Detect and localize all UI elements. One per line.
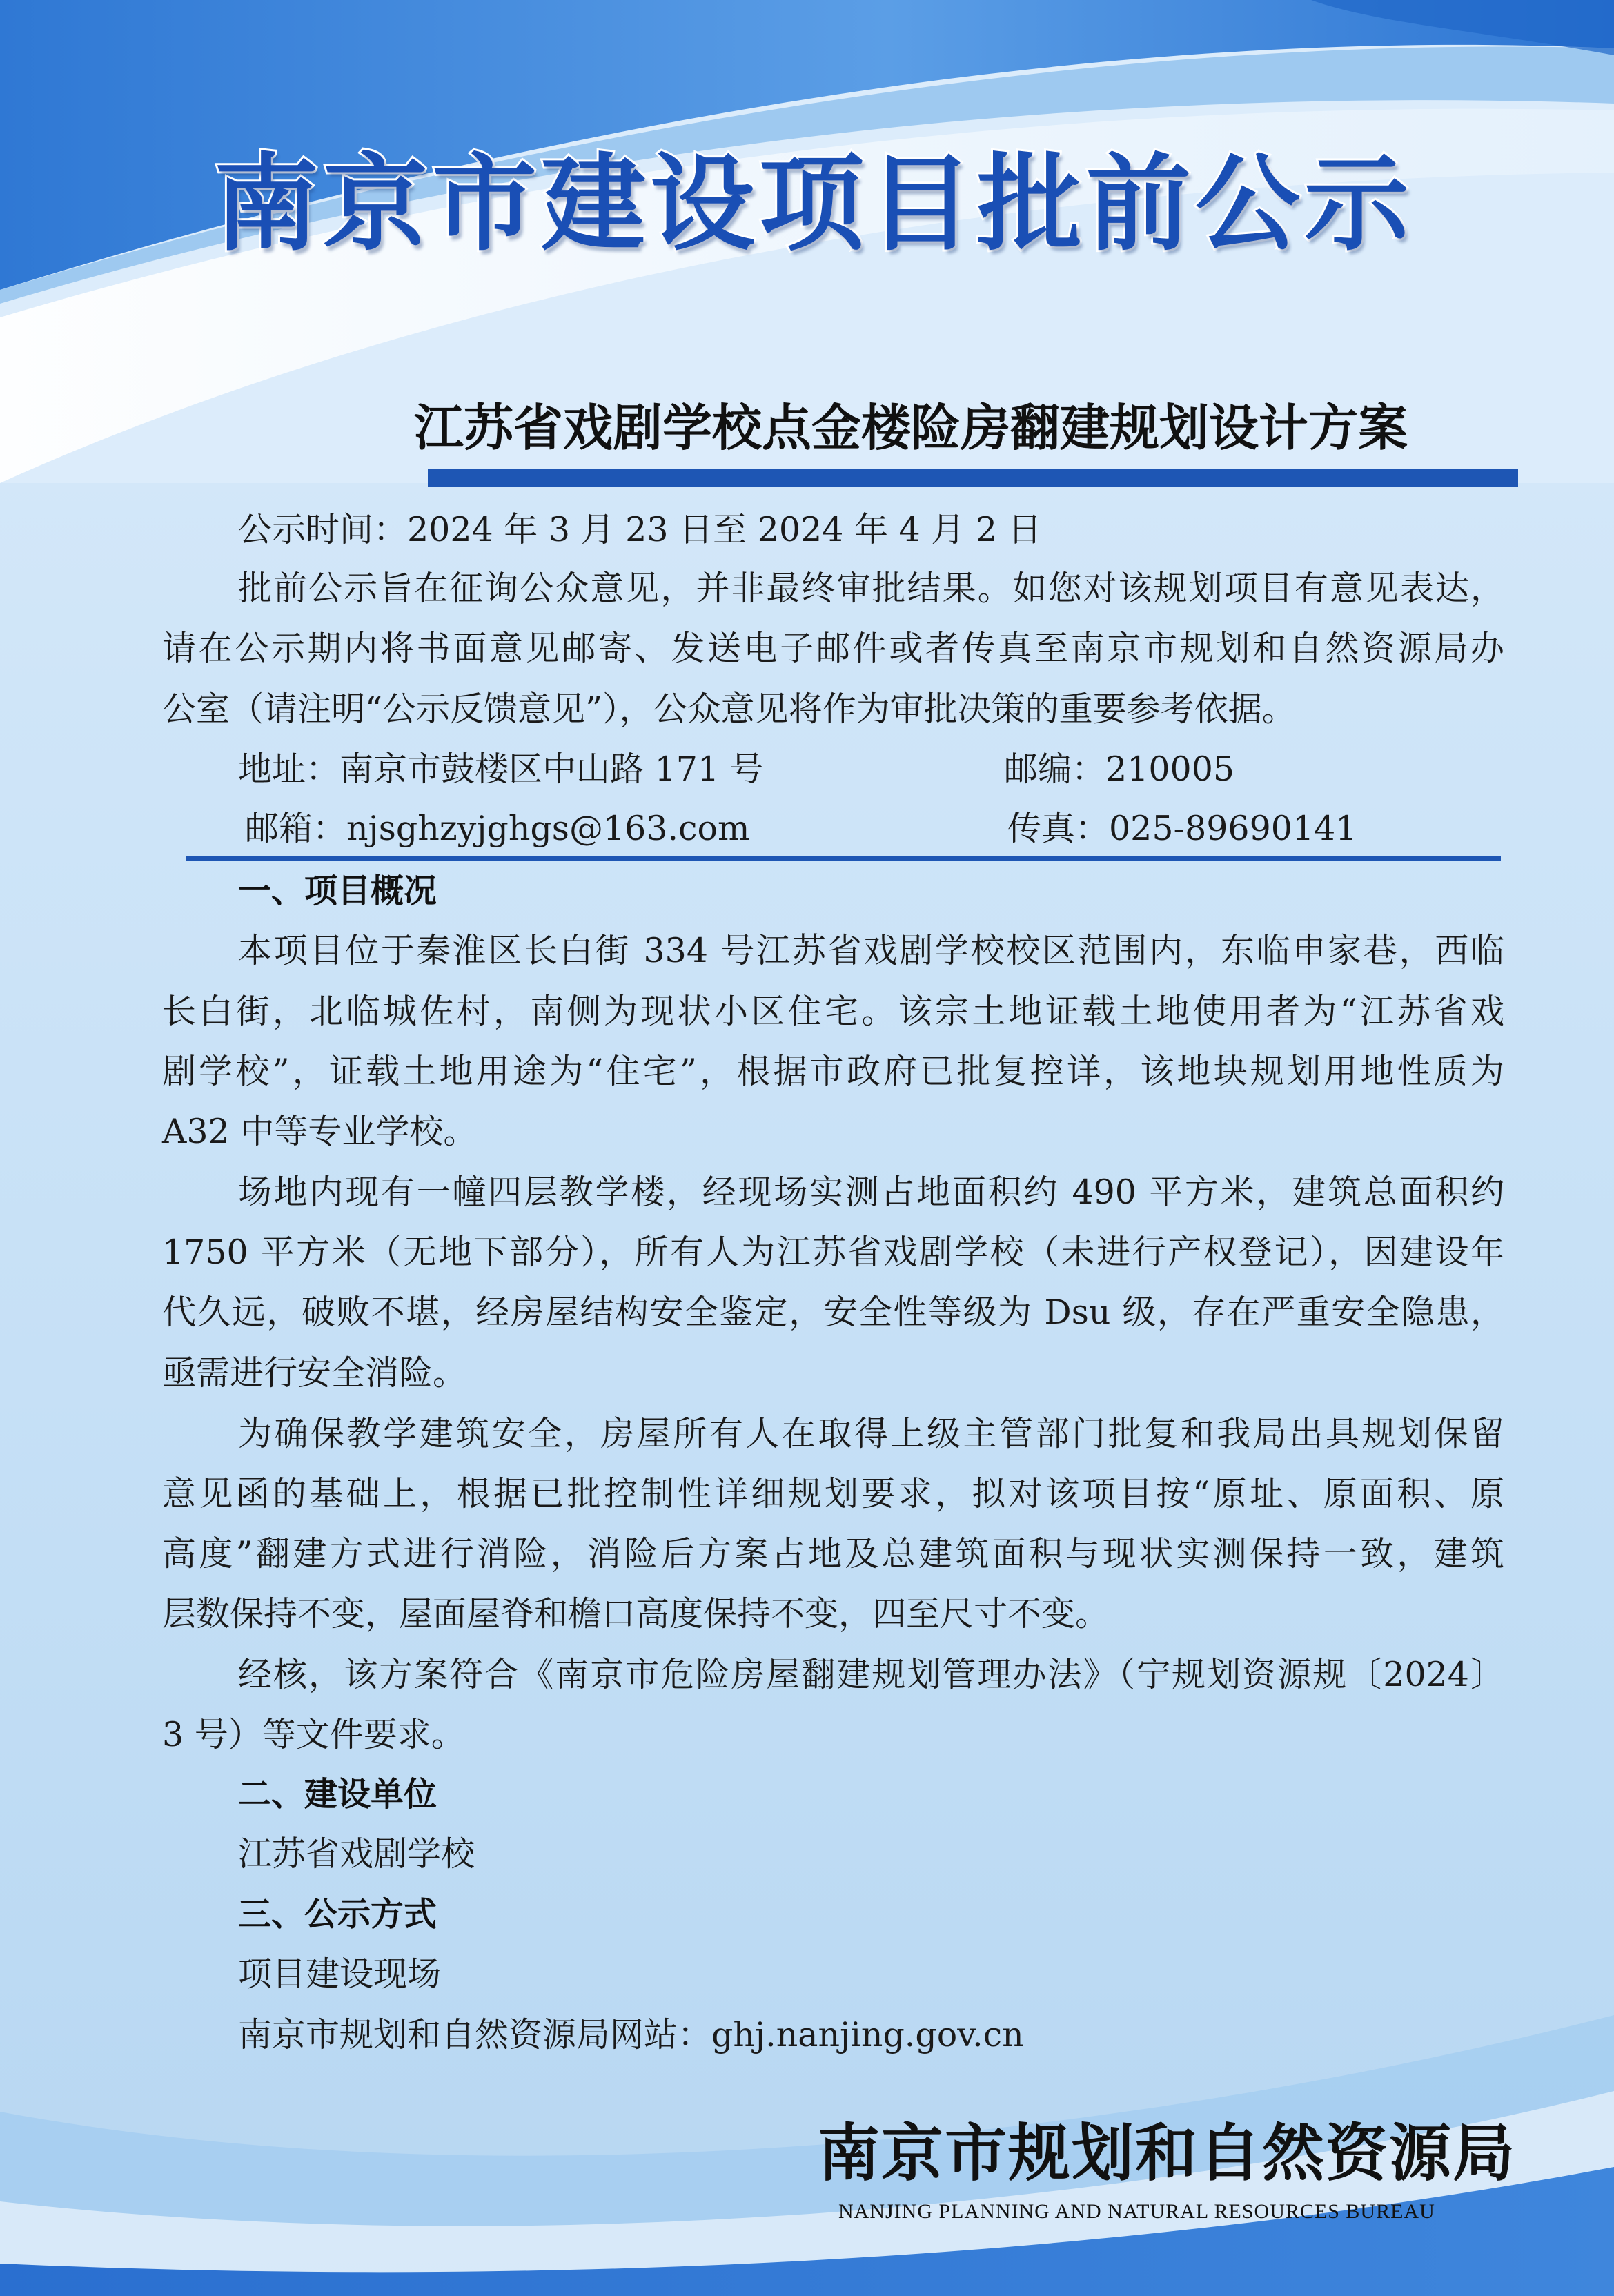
contact-address: 地址：南京市鼓楼区中山路 171 号 [238, 749, 764, 789]
paragraph-line: 层数保持不变，屋面屋脊和檐口高度保持不变，四至尺寸不变。 [162, 1594, 1110, 1633]
publicity-method-item: 南京市规划和自然资源局网站：ghj.nanjing.gov.cn [238, 2015, 1024, 2054]
paragraph-line: 1750 平方米（无地下部分），所有人为江苏省戏剧学校（未进行产权登记），因建设年 [162, 1233, 1504, 1272]
section-heading: 二、建设单位 [238, 1775, 437, 1814]
section-heading: 三、公示方式 [238, 1895, 437, 1934]
paragraph-line: 本项目位于秦淮区长白街 334 号江苏省戏剧学校校区范围内，东临申家巷，西临 [238, 931, 1504, 970]
paragraph-line: 高度”翻建方式进行消险，消险后方案占地及总建筑面积与现状实测保持一致，建筑 [162, 1534, 1504, 1573]
project-title: 江苏省戏剧学校点金楼险房翻建规划设计方案 [414, 398, 1408, 457]
notice-period: 公示时间：2024 年 3 月 23 日至 2024 年 4 月 2 日 [238, 510, 1042, 549]
issuing-organization-english: NANJING PLANNING AND NATURAL RESOURCES BUREAU [838, 2200, 1435, 2223]
notice-intro-line: 请在公示期内将书面意见邮寄、发送电子邮件或者传真至南京市规划和自然资源局办 [162, 629, 1504, 668]
page-title: 南京市建设项目批前公示 [214, 141, 1413, 265]
notice-intro-line: 公室（请注明“公示反馈意见”），公众意见将作为审批决策的重要参考依据。 [162, 689, 1296, 729]
section-divider [186, 856, 1501, 861]
paragraph-line: 亟需进行安全消险。 [162, 1353, 467, 1393]
paragraph-line: 场地内现有一幢四层教学楼，经现场实测占地面积约 490 平方米，建筑总面积约 [238, 1172, 1504, 1212]
contact-fax: 传真：025-89690141 [1007, 809, 1357, 848]
paragraph-line: 意见函的基础上，根据已批控制性详细规划要求，拟对该项目按“原址、原面积、原 [162, 1474, 1504, 1513]
paragraph-line: 剧学校”，证载土地用途为“住宅”，根据市政府已批复控详，该地块规划用地性质为 [162, 1052, 1504, 1091]
contact-postcode: 邮编：210005 [1004, 749, 1235, 789]
construction-unit: 江苏省戏剧学校 [238, 1834, 475, 1874]
paragraph-line: 代久远，破败不堪，经房屋结构安全鉴定，安全性等级为 Dsu 级，存在严重安全隐患， [162, 1293, 1504, 1332]
title-underline-bar [428, 469, 1518, 487]
publicity-method-item: 项目建设现场 [238, 1954, 442, 1994]
issuing-organization: 南京市规划和自然资源局 [818, 2117, 1516, 2190]
contact-email: 邮箱：njsghzyjghgs@163.com [245, 809, 750, 848]
paragraph-line: A32 中等专业学校。 [162, 1112, 478, 1151]
paragraph-line: 3 号）等文件要求。 [162, 1715, 465, 1754]
paragraph-line: 长白街，北临城佐村，南侧为现状小区住宅。该宗土地证载土地使用者为“江苏省戏 [162, 992, 1504, 1031]
section-heading: 一、项目概况 [238, 872, 437, 910]
paragraph-line: 经核，该方案符合《南京市危险房屋翻建规划管理办法》（宁规划资源规〔2024〕 [238, 1655, 1504, 1694]
notice-intro-line: 批前公示旨在征询公众意见，并非最终审批结果。如您对该规划项目有意见表达， [238, 569, 1504, 608]
paragraph-line: 为确保教学建筑安全，房屋所有人在取得上级主管部门批复和我局出具规划保留 [238, 1414, 1504, 1453]
